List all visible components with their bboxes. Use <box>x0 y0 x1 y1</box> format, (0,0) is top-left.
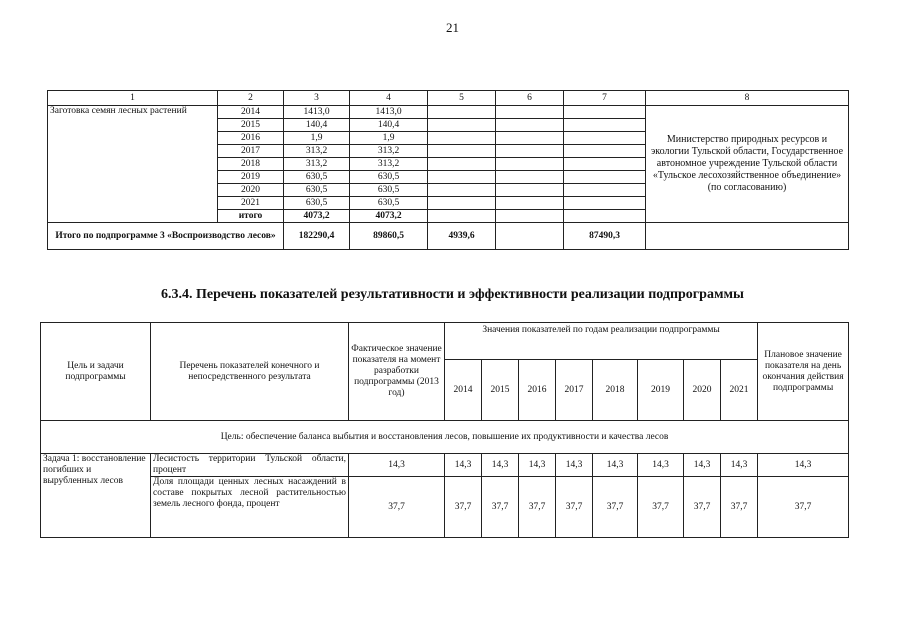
col-header: 5 <box>428 91 496 106</box>
budget-table <box>47 90 849 250</box>
value-cell: 4073,2 <box>350 210 428 223</box>
task-label: Задача 1: восстановление погибших и вырубленных лесов <box>41 454 151 538</box>
planned-value: 14,3 <box>758 454 849 477</box>
value-cell: 630,5 <box>350 171 428 184</box>
indicator-name: Лесистость территории Тульской области, процент <box>151 454 349 477</box>
value-cell: 313,2 <box>350 158 428 171</box>
year-value: 14,3 <box>638 454 684 477</box>
indicator-name: Доля площади ценных лесных насаждений в составе покрытых лесной растительностью земель лесного фонда, процент <box>151 477 349 538</box>
year-header: 2018 <box>593 360 638 421</box>
year-cell: 2018 <box>218 158 284 171</box>
year-value: 37,7 <box>445 477 482 538</box>
year-cell: 2015 <box>218 119 284 132</box>
total-cell: 182290,4 <box>284 223 350 250</box>
year-cell: 2020 <box>218 184 284 197</box>
year-value: 37,7 <box>482 477 519 538</box>
years-group-header: Значения показателей по годам реализации подпрограммы <box>445 323 758 360</box>
value-cell: 630,5 <box>350 184 428 197</box>
year-header: 2014 <box>445 360 482 421</box>
year-header: 2016 <box>519 360 556 421</box>
column-number-row <box>48 91 849 106</box>
total-cell: 87490,3 <box>564 223 646 250</box>
year-value: 14,3 <box>593 454 638 477</box>
value-cell: 313,2 <box>350 145 428 158</box>
col-header: 6 <box>496 91 564 106</box>
goal-header: Цель и задачи подпрограммы <box>41 323 151 421</box>
year-value: 37,7 <box>684 477 721 538</box>
year-header: 2015 <box>482 360 519 421</box>
year-header: 2019 <box>638 360 684 421</box>
planned-value: 37,7 <box>758 477 849 538</box>
value-cell: 1,9 <box>350 132 428 145</box>
total-cell: 89860,5 <box>350 223 428 250</box>
year-value: 37,7 <box>638 477 684 538</box>
col-header: 8 <box>646 91 849 106</box>
col-header: 4 <box>350 91 428 106</box>
value-cell: 1,9 <box>284 132 350 145</box>
value-cell: 4073,2 <box>284 210 350 223</box>
actual-value-header: Фактическое значение показателя на момент разработки подпрограммы (2013 год) <box>349 323 445 421</box>
value-cell: 630,5 <box>350 197 428 210</box>
value-cell: 630,5 <box>284 171 350 184</box>
table-row <box>41 454 849 477</box>
activity-label: Заготовка семян лесных растений <box>48 106 218 223</box>
value-cell: 313,2 <box>284 145 350 158</box>
year-value: 14,3 <box>482 454 519 477</box>
total-cell: 4939,6 <box>428 223 496 250</box>
year-header: 2017 <box>556 360 593 421</box>
total-row <box>48 223 849 250</box>
total-cell <box>496 223 564 250</box>
year-value: 37,7 <box>519 477 556 538</box>
page-number: 21 <box>446 20 459 35</box>
indicators-table <box>40 322 849 538</box>
table-row <box>48 106 849 119</box>
goal-text: Цель: обеспечение баланса выбытия и восстановления лесов, повышение их продуктивности и качества лесов <box>41 421 849 454</box>
indicators-header: Перечень показателей конечного и непосредственного результата <box>151 323 349 421</box>
year-header: 2020 <box>684 360 721 421</box>
year-cell: 2021 <box>218 197 284 210</box>
year-cell: 2017 <box>218 145 284 158</box>
year-value: 37,7 <box>721 477 758 538</box>
actual-value: 37,7 <box>349 477 445 538</box>
value-cell: 140,4 <box>350 119 428 132</box>
year-value: 37,7 <box>556 477 593 538</box>
col-header: 1 <box>48 91 218 106</box>
year-value: 37,7 <box>593 477 638 538</box>
year-cell: итого <box>218 210 284 223</box>
value-cell: 140,4 <box>284 119 350 132</box>
year-value: 14,3 <box>445 454 482 477</box>
year-value: 14,3 <box>721 454 758 477</box>
value-cell: 630,5 <box>284 197 350 210</box>
section-heading: 6.3.4. Перечень показателей результативности и эффективности реализации подпрограммы <box>161 287 744 302</box>
executor-cell: Министерство природных ресурсов и экологии Тульской области, Государственное автономное учреждение Тульской области «Тульское лесохозяйственное объединение» (по согласованию) <box>646 106 849 223</box>
value-cell: 1413,0 <box>284 106 350 119</box>
table-row <box>41 477 849 538</box>
year-value: 14,3 <box>684 454 721 477</box>
value-cell: 313,2 <box>284 158 350 171</box>
year-value: 14,3 <box>519 454 556 477</box>
planned-value-header: Плановое значение показателя на день окончания действия подпрограммы <box>758 323 849 421</box>
goal-row <box>41 421 849 454</box>
header-row <box>41 323 849 360</box>
total-label: Итого по подпрограмме 3 «Воспроизводство лесов» <box>48 223 284 250</box>
year-cell: 2019 <box>218 171 284 184</box>
actual-value: 14,3 <box>349 454 445 477</box>
col-header: 2 <box>218 91 284 106</box>
col-header: 3 <box>284 91 350 106</box>
year-value: 14,3 <box>556 454 593 477</box>
year-cell: 2016 <box>218 132 284 145</box>
value-cell: 630,5 <box>284 184 350 197</box>
year-cell: 2014 <box>218 106 284 119</box>
value-cell: 1413,0 <box>350 106 428 119</box>
col-header: 7 <box>564 91 646 106</box>
year-header: 2021 <box>721 360 758 421</box>
